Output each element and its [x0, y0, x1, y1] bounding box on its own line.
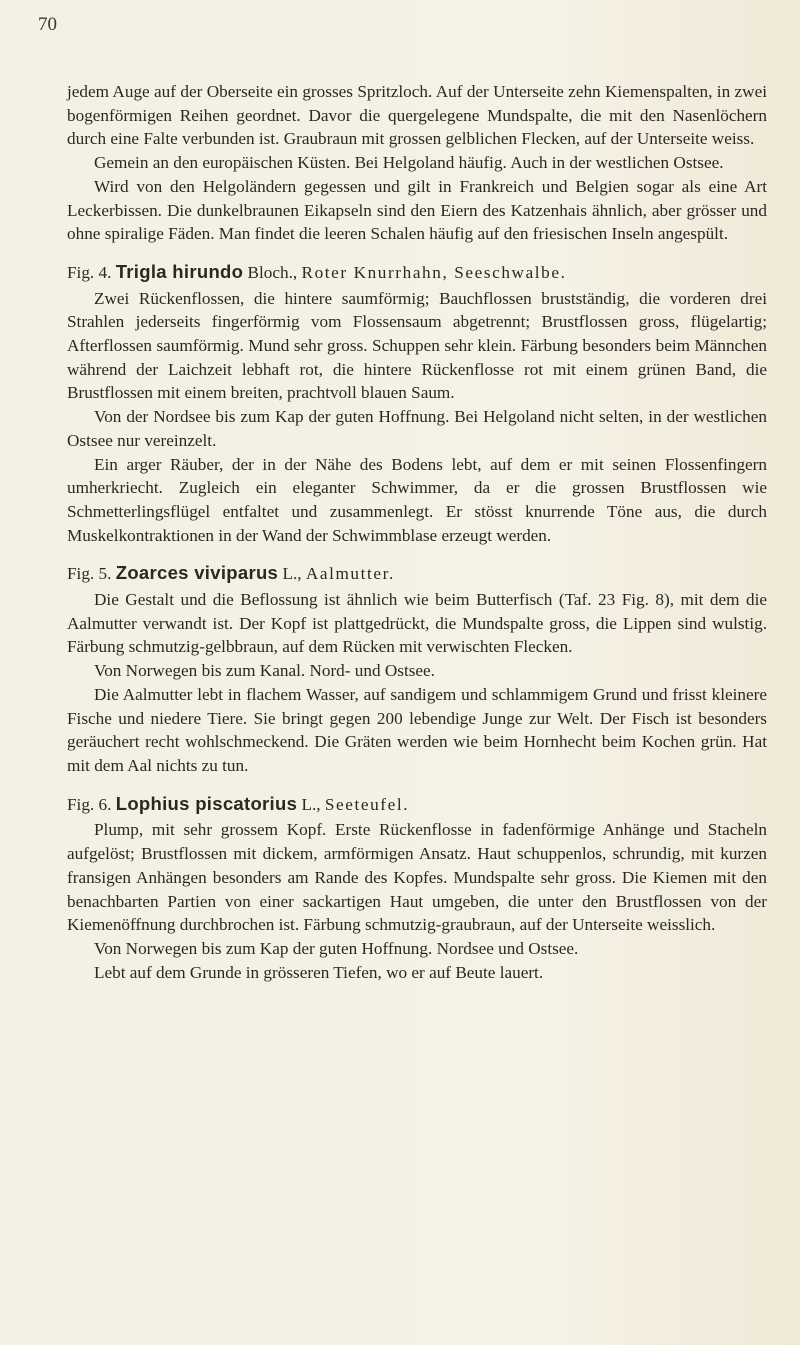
fig4-common-name: Roter Knurrhahn, Seeschwalbe.	[301, 262, 567, 282]
fig4-species-name: Trigla hirundo	[115, 260, 244, 282]
fig5-paragraph-description: Die Gestalt und die Beflossung ist ähnlich wie beim Butterfisch (Taf. 23 Fig. 8), mit dem die Aalmutter verwandt ist. Der Kopf ist plattgedrückt, die Mundspalte gross, die Lippen sind wulstig. Färbung schmutzig-gelbbraun, auf dem Rücken mit verwischten Flecken.	[67, 590, 767, 657]
intro-paragraph-1: jedem Auge auf der Oberseite ein grosses Spritzloch. Auf der Unterseite zehn Kiemenspalten, in zwei bogenförmigen Reihen geordnet. Davor die quergelegene Mundspalte, die mit den Nasenlöchern durch eine Falte verbunden ist. Graubraun mit grossen gelblichen Flecken, auf der Unterseite weiss.	[67, 82, 767, 149]
fig5-paragraph-habits: Die Aalmutter lebt in flachem Wasser, auf sandigem und schlammigem Grund und frisst kleinere Fische und niedere Tiere. Sie bringt gegen 200 lebendige Junge zur Welt. Der Fisch ist besonders geräuchert recht wohlschmeckend. Die Gräten werden wie beim Hornhecht beim Kochen grün. Hat mit dem Aal nichts zu tun.	[67, 684, 767, 775]
fig6-author: L.,	[301, 794, 321, 814]
fig6-common-name: Seeteufel.	[324, 794, 410, 814]
intro-paragraph-2: Gemein an den europäischen Küsten. Bei Helgoland häufig. Auch in der westlichen Ostsee.	[94, 153, 724, 173]
fig5-species-name: Zoarces viviparus	[115, 562, 279, 584]
fig6-species-name: Lophius piscatorius	[115, 792, 298, 814]
fig4-heading	[67, 260, 767, 285]
fig4-label: Fig. 4.	[67, 262, 112, 282]
fig4-paragraph-description: Zwei Rückenflossen, die hintere saumförmig; Bauchflossen brustständig, die vorderen drei Strahlen jederseits fingerförmig vom Flossensaum abgetrennt; Brustflossen gross, flügelartig; Afterflossen saumförmig. Mund sehr gross. Schuppen sehr klein. Färbung besonders beim Männchen während der Laichzeit lebhaft rot, die hintere Rückenflosse rot mit einem grünen Band, die Brustflossen mit einem breiten, prachtvoll blauen Saum.	[67, 288, 767, 403]
intro-paragraph-3: Wird von den Helgoländern gegessen und gilt in Frankreich und Belgien sogar als eine Art Leckerbissen. Die dunkelbraunen Eikapseln sind den Eiern des Katzenhais ähnlich, aber grösser und ohne spiralige Fäden. Man findet die leeren Schalen häufig auf den friesischen Inseln angespült.	[67, 176, 767, 244]
fig5-label: Fig. 5.	[67, 564, 112, 584]
fig6-label: Fig. 6.	[67, 794, 112, 814]
fig5-author: L.,	[282, 564, 302, 584]
page-body	[67, 80, 767, 984]
fig5-common-name: Aalmutter.	[305, 564, 395, 584]
page-number: 70	[38, 14, 57, 35]
fig5-paragraph-distribution: Von Norwegen bis zum Kanal. Nord- und Ostsee.	[94, 661, 435, 681]
fig6-paragraph-description: Plump, mit sehr grossem Kopf. Erste Rückenflosse in fadenförmige Anhänge und Stacheln aufgelöst; Brustflossen mit dickem, armförmigen Ansatz. Haut schuppenlos, schrundig, mit kurzen fransigen Anhängen besonders am Rande des Kopfes. Mundspalte sehr gross. Die Kiemen mit den benachbarten Partien von einer sackartigen Haut umgeben, die unter den Brustflossen von der Kiemenöffnung durchbrochen ist. Färbung schmutzig-graubraun, auf der Unterseite weisslich.	[67, 820, 767, 935]
fig4-paragraph-distribution: Von der Nordsee bis zum Kap der guten Hoffnung. Bei Helgoland nicht selten, in der westlichen Ostsee nur vereinzelt.	[67, 407, 767, 450]
fig6-paragraph-distribution: Von Norwegen bis zum Kap der guten Hoffnung. Nordsee und Ostsee.	[94, 938, 579, 958]
fig4-paragraph-habits: Ein arger Räuber, der in der Nähe des Bodens lebt, auf dem er mit seinen Flossenfingern umherkriecht. Zugleich ein eleganter Schwimmer, da er die grossen Brustflossen wie Schmetterlingsflügel entfaltet und zusammenlegt. Er stösst knurrende Töne aus, die durch Muskelkontraktionen in der Wand der Schwimmblase erzeugt werden.	[67, 454, 767, 545]
fig5-heading	[67, 561, 767, 586]
fig4-author: Bloch.,	[247, 262, 298, 282]
fig6-paragraph-habits: Lebt auf dem Grunde in grösseren Tiefen, wo er auf Beute lauert.	[94, 962, 544, 982]
fig6-heading	[67, 792, 767, 817]
